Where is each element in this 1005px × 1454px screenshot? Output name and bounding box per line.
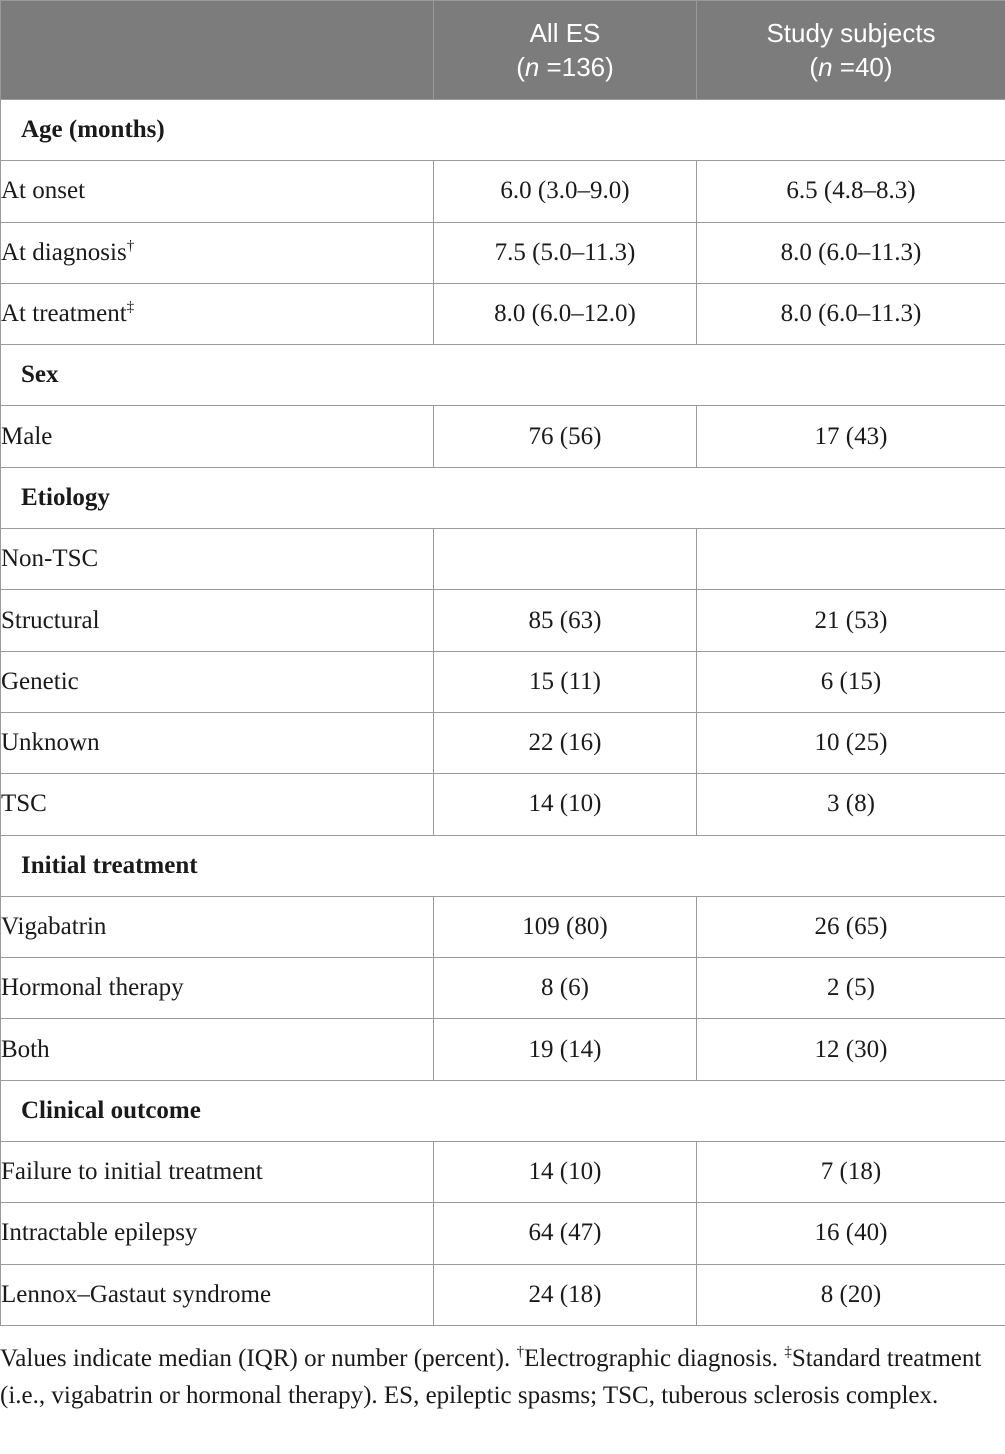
row-label-text: Genetic [1, 667, 79, 695]
row-label-text: TSC [1, 790, 47, 818]
table-body [1, 100, 1005, 1326]
table-row [1, 222, 1005, 283]
header-all-es-title: All ES [529, 18, 601, 48]
footnote-marker: ‡ [126, 299, 135, 316]
all-es-value: 64 (47) [434, 1203, 697, 1264]
study-subjects-value: 6 (15) [697, 651, 1005, 712]
row-label [1, 651, 434, 712]
row-label-text: At treatment [1, 300, 127, 328]
row-label [1, 1264, 434, 1325]
row-label [1, 1019, 434, 1080]
section-header-row [1, 835, 1005, 896]
row-label [1, 1203, 434, 1264]
study-subjects-value: 8.0 (6.0–11.3) [697, 283, 1005, 344]
study-subjects-value: 12 (30) [697, 1019, 1005, 1080]
all-es-value: 14 (10) [434, 774, 697, 835]
table-row [1, 1019, 1005, 1080]
table-row [1, 529, 1005, 590]
header-all-es: All ES (n =136) [434, 1, 697, 100]
row-label [1, 958, 434, 1019]
footnote-marker: † [126, 237, 135, 254]
table-row [1, 896, 1005, 957]
all-es-value: 109 (80) [434, 896, 697, 957]
study-subjects-value: 8.0 (6.0–11.3) [697, 222, 1005, 283]
row-label-text: Lennox–Gastaut syndrome [1, 1280, 272, 1308]
table-footnote: Values indicate median (IQR) or number (percent). †Electrographic diagnosis. ‡Standard treatment (i.e., vigabatrin or hormonal therapy). ES, epileptic spasms; TSC, tuberous sclerosis complex. [0, 1344, 982, 1409]
header-label-cell [1, 1, 434, 100]
section-header-row [1, 467, 1005, 528]
row-label [1, 222, 434, 283]
table-row [1, 161, 1005, 222]
row-label-text: Both [1, 1035, 50, 1063]
row-label-text: At diagnosis [1, 238, 127, 266]
all-es-value: 22 (16) [434, 712, 697, 773]
study-subjects-value: 7 (18) [697, 1142, 1005, 1203]
header-row [1, 1, 1005, 100]
study-subjects-value: 6.5 (4.8–8.3) [697, 161, 1005, 222]
header-all-es-count: =136 [539, 52, 606, 82]
footnote-dagger: † [516, 1344, 524, 1360]
section-header-row [1, 100, 1005, 161]
section-header-row [1, 345, 1005, 406]
row-label [1, 1142, 434, 1203]
row-label [1, 590, 434, 651]
table-row [1, 406, 1005, 467]
header-study-count: =40 [832, 52, 884, 82]
section-label: Initial treatment [1, 835, 1005, 896]
row-label-text: Hormonal therapy [1, 974, 184, 1002]
study-subjects-value [697, 529, 1005, 590]
table-row [1, 712, 1005, 773]
header-all-es-n: n [524, 52, 540, 82]
row-label-text: Structural [1, 606, 100, 634]
all-es-value: 7.5 (5.0–11.3) [434, 222, 697, 283]
header-study-subjects: Study subjects (n =40) [697, 1, 1005, 100]
table-row [1, 651, 1005, 712]
table-row [1, 958, 1005, 1019]
all-es-value: 6.0 (3.0–9.0) [434, 161, 697, 222]
study-subjects-value: 8 (20) [697, 1264, 1005, 1325]
section-label: Sex [1, 345, 1005, 406]
all-es-value: 76 (56) [434, 406, 697, 467]
all-es-value: 8 (6) [434, 958, 697, 1019]
header-study-n: n [818, 52, 833, 82]
all-es-value: 85 (63) [434, 590, 697, 651]
table-row [1, 1203, 1005, 1264]
footnote-double-dagger: ‡ [784, 1344, 792, 1360]
row-label [1, 161, 434, 222]
row-label-text: Failure to initial treatment [1, 1158, 263, 1186]
section-label: Age (months) [1, 100, 1005, 161]
row-label-text: Intractable epilepsy [1, 1219, 198, 1247]
study-subjects-value: 10 (25) [697, 712, 1005, 773]
row-label-text: Male [1, 422, 53, 450]
study-subjects-value: 21 (53) [697, 590, 1005, 651]
row-label [1, 406, 434, 467]
row-label [1, 896, 434, 957]
all-es-value: 24 (18) [434, 1264, 697, 1325]
study-subjects-value: 26 (65) [697, 896, 1005, 957]
row-label [1, 283, 434, 344]
study-subjects-value: 17 (43) [697, 406, 1005, 467]
section-label: Clinical outcome [1, 1080, 1005, 1141]
all-es-value: 8.0 (6.0–12.0) [434, 283, 697, 344]
table-row [1, 1264, 1005, 1325]
row-label [1, 529, 434, 590]
section-header-row [1, 1080, 1005, 1141]
row-label [1, 712, 434, 773]
header-study-title: Study subjects [766, 18, 936, 48]
row-label [1, 774, 434, 835]
all-es-value [434, 529, 697, 590]
row-label-text: Unknown [1, 729, 100, 757]
table-row [1, 1142, 1005, 1203]
study-subjects-value: 2 (5) [697, 958, 1005, 1019]
all-es-value: 19 (14) [434, 1019, 697, 1080]
row-label-text: Vigabatrin [1, 913, 107, 940]
row-label-text: Non-TSC [1, 545, 99, 573]
study-subjects-value: 16 (40) [697, 1203, 1005, 1264]
section-label: Etiology [1, 467, 1005, 528]
all-es-value: 15 (11) [434, 651, 697, 712]
table-row [1, 774, 1005, 835]
row-label-text: At onset [1, 177, 86, 205]
table-row [1, 283, 1005, 344]
table-row [1, 590, 1005, 651]
all-es-value: 14 (10) [434, 1142, 697, 1203]
study-subjects-value: 3 (8) [697, 774, 1005, 835]
